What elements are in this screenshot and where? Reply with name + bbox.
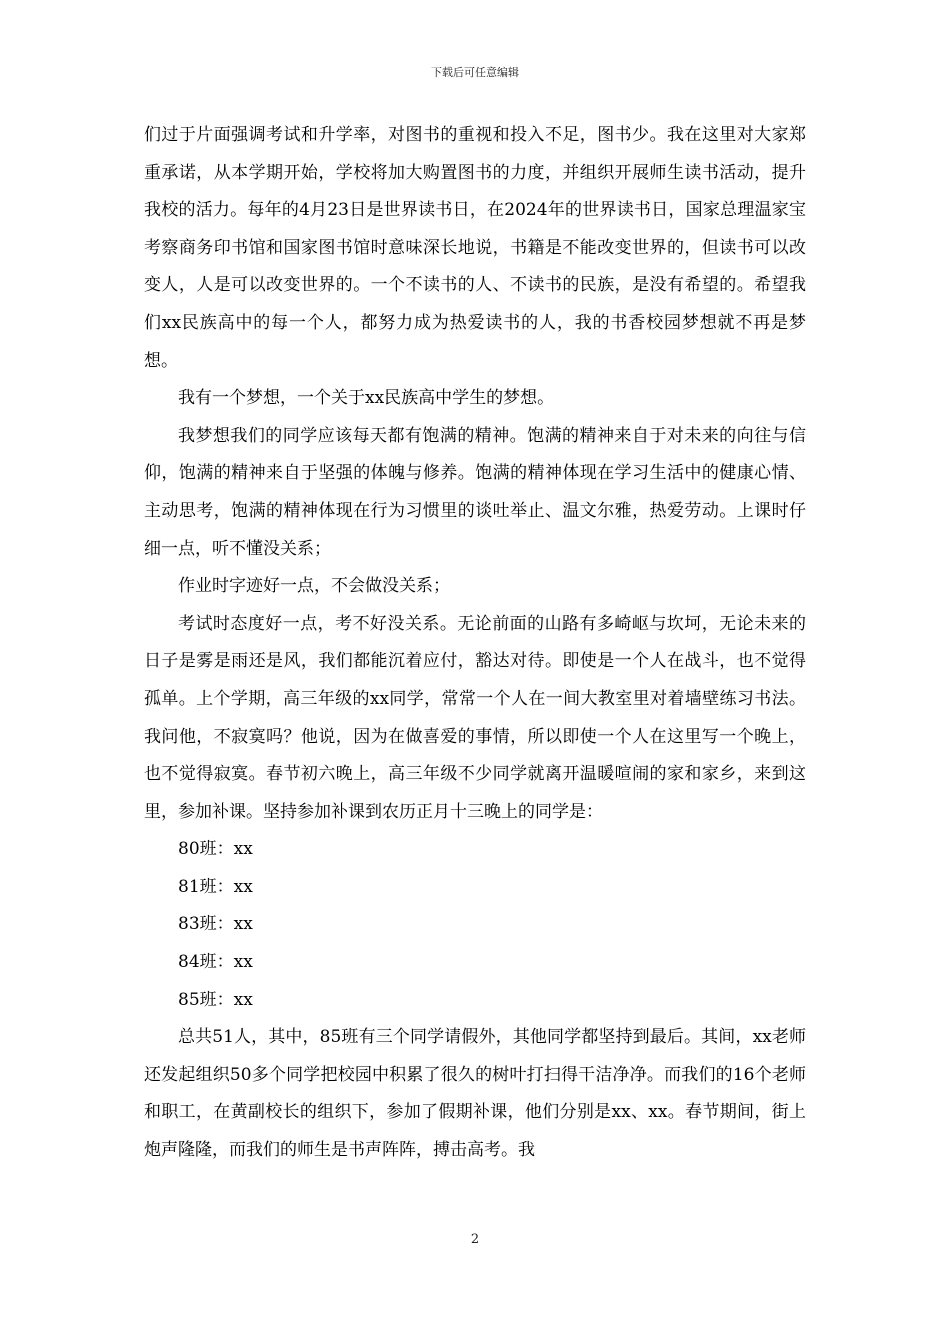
class-list-item: 83班：xx bbox=[178, 914, 253, 935]
class-list-item: 85班：xx bbox=[178, 989, 253, 1010]
page-number: 2 bbox=[470, 1232, 480, 1247]
paragraph-continuation: 们过于片面强调考试和升学率，对图书的重视和投入不足，图书少。我在这里对大家郑重承诺，从本学期开始，学校将加大购置图书的力度，并组织开展师生读书活动，提升我校的活力。每年的4月23日是世界读书日，在2024年的世界读书日，国家总理温家宝考察商务印书馆和国家图书馆时意味深长地说，书籍是不能改变世界的，但读书可以改变人，人是可以改变世界的。一个不读书的人、不读书的民族，是没有希望的。希望我们xx民族高中的每一个人，都努力成为热爱读书的人，我的书香校园梦想就不再是梦想。 bbox=[144, 125, 806, 371]
class-list-item: 84班：xx bbox=[178, 952, 253, 973]
paragraph-spirit: 我梦想我们的同学应该每天都有饱满的精神。饱满的精神来自于对未来的向往与信仰，饱满的精神来自于坚强的体魄与修养。饱满的精神体现在学习生活中的健康心情、主动思考，饱满的精神体现在行为习惯里的谈吐举止、温文尔雅，热爱劳动。上课时仔细一点，听不懂没关系； bbox=[144, 425, 806, 559]
page-header: 下载后可任意编辑 bbox=[431, 66, 519, 79]
paragraph-homework: 作业时字迹好一点，不会做没关系； bbox=[178, 576, 450, 597]
class-list-item: 80班：xx bbox=[178, 839, 253, 860]
paragraph-summary: 总共51人，其中，85班有三个同学请假外，其他同学都坚持到最后。其间，xx老师还发起组织50多个同学把校园中积累了很久的树叶打扫得干洁净净。而我们的16个老师和职工，在黄副校长的组织下，参加了假期补课，他们分别是xx、xx。春节期间，街上炮声隆隆，而我们的师生是书声阵阵，搏击高考。我 bbox=[144, 1027, 806, 1161]
paragraph-exam: 考试时态度好一点，考不好没关系。无论前面的山路有多崎岖与坎坷，无论未来的日子是雾是雨还是风，我们都能沉着应付，豁达对待。即使是一个人在战斗，也不觉得孤单。上个学期，高三年级的xx同学，常常一个人在一间大教室里对着墙壁练习书法。我问他，不寂寞吗？他说，因为在做喜爱的事情，所以即使一个人在这里写一个晚上，也不觉得寂寞。春节初六晚上，高三年级不少同学就离开温暖喧闹的家和家乡，来到这里，参加补课。坚持参加补课到农历正月十三晚上的同学是： bbox=[144, 613, 806, 822]
paragraph-dream-intro: 我有一个梦想，一个关于xx民族高中学生的梦想。 bbox=[178, 388, 555, 409]
document-body bbox=[144, 117, 806, 1170]
class-list-item: 81班：xx bbox=[178, 876, 253, 897]
